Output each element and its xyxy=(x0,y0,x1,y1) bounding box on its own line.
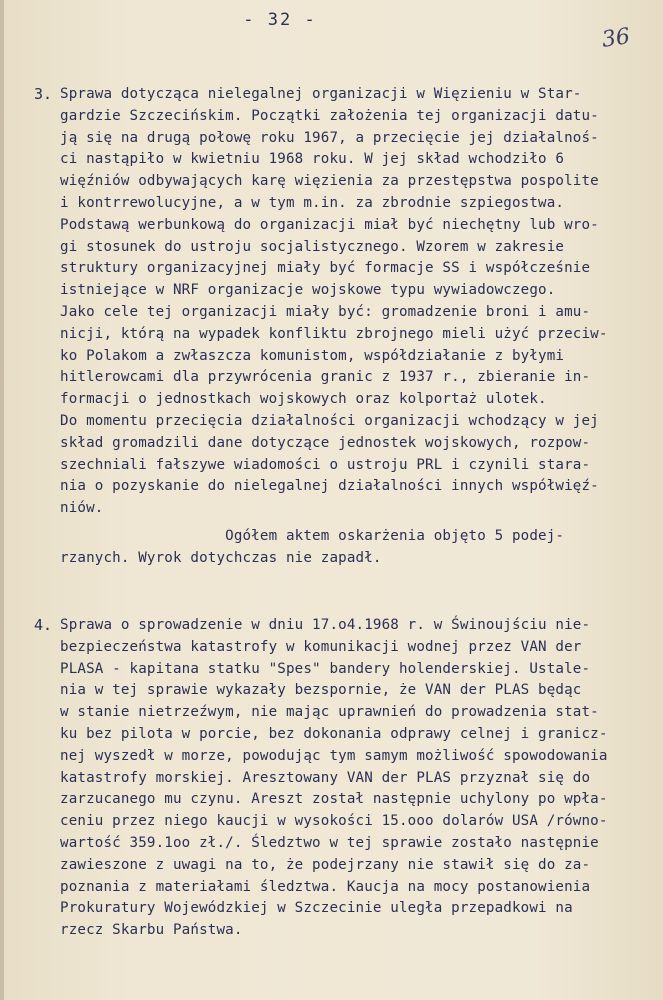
text-line: poznania z materiałami śledztwa. Kaucja na mocy postanowienia xyxy=(60,878,591,895)
text-line: nia o pozyskanie do nielegalnej działalności innych współwięź- xyxy=(60,478,599,495)
text-line: PLASA - kapitana statku "Spes" bandery holenderskiej. Ustale- xyxy=(60,660,591,677)
text-line: w stanie nietrzeźwym, nie mając uprawnień do prowadzenia stat- xyxy=(60,704,599,721)
text-line: więźniów odbywających karę więzienia za przestępstwa pospolite xyxy=(60,173,599,190)
text-line: Jako cele tej organizacji miały być: gromadzenie broni i amu- xyxy=(60,304,591,320)
text-line: ko Polakom a zwłaszcza komunistom, współdziałanie z byłymi xyxy=(60,347,565,364)
text-line: bezpieczeństwa katastrofy w komunikacji wodnej przez VAN der xyxy=(60,638,582,655)
item-number: 4. xyxy=(34,616,53,634)
handwritten-folio-number: 36 xyxy=(600,24,632,53)
text-line: Sprawa dotycząca nielegalnej organizacji w Więzieniu w Star- xyxy=(60,86,582,102)
text-line: rzecz Skarbu Państwa. xyxy=(60,922,243,939)
text-line: ceniu przez niego kaucji w wysokości 15.ooo dolarów USA /równo- xyxy=(60,813,608,830)
text-line: skład gromadzili dane dotyczące jednostek wojskowych, rozpow- xyxy=(60,434,591,451)
text-line: ją się na drugą połowę roku 1967, a przecięcie jej działalnoś- xyxy=(60,129,599,146)
text-line: nej wyszedł w morze, powodując tym samym możliwość spowodowania xyxy=(60,747,608,764)
text-line: gi stosunek do ustroju socjalistycznego. Wzorem w zakresie xyxy=(60,238,565,255)
text-line: i kontrrewolucyjne, a w tym m.in. za zbrodnie szpiegostwa. xyxy=(60,195,565,211)
text-line: zawieszone z uwagi na to, że podejrzany nie stawił się do za- xyxy=(60,856,591,873)
text-line: szechniali fałszywe wiadomości o ustroju PRL i czynili stara- xyxy=(60,456,591,473)
text-line: istniejące w NRF organizacje wojskowe typu wywiadowczego. xyxy=(60,282,556,299)
page-edge-shadow xyxy=(0,0,4,1000)
text-line: ku bez pilota w porcie, bez dokonania odprawy celnej i granicz- xyxy=(60,726,608,742)
text-line: struktury organizacyjnej miały być formacje SS i współcześnie xyxy=(60,260,591,277)
text-line: rzanych. Wyrok dotychczas nie zapadł. xyxy=(60,549,382,566)
text-line: formacji o jednostkach wojskowych oraz kolportaż ulotek. xyxy=(60,391,547,408)
text-line: ci nastąpiło w kwietniu 1968 roku. W jej skład wchodziło 6 xyxy=(60,151,565,168)
text-line: Do momentu przecięcia działalności organizacji wchodzący w jej xyxy=(60,413,599,429)
text-line: gardzie Szczecińskim. Początki założenia tej organizacji datu- xyxy=(60,107,599,124)
text-line: nia w tej sprawie wykazały bezspornie, że VAN der PLAS będąc xyxy=(60,682,582,699)
text-line: Podstawą werbunkową do organizacji miał być niechętny lub wro- xyxy=(60,216,599,233)
text-line: Sprawa o sprowadzenie w dniu 17.o4.1968 r. w Świnoujściu nie- xyxy=(60,617,591,633)
text-line: katastrofy morskiej. Aresztowany VAN der PLAS przyznał się do xyxy=(60,769,591,786)
text-line: Prokuratury Wojewódzkiej w Szczecinie uległa przepadkowi na xyxy=(60,900,573,917)
text-line: Ogółem aktem oskarżenia objęto 5 podej- xyxy=(60,527,565,544)
text-line: nicji, którą na wypadek konfliktu zbrojnego mieli użyć przeciw- xyxy=(60,325,608,342)
page-number: - 32 - xyxy=(243,10,317,30)
text-line: niów. xyxy=(60,500,104,517)
item-number: 3. xyxy=(34,85,53,103)
text-line: wartość 359.1oo zł./. Śledztwo w tej sprawie zostało następnie xyxy=(60,835,599,851)
text-line: hitlerowcami dla przywrócenia granic z 1937 r., zbieranie in- xyxy=(60,369,591,386)
text-line: zarzucanego mu czynu. Areszt został następnie uchylony po wpła- xyxy=(60,791,608,808)
